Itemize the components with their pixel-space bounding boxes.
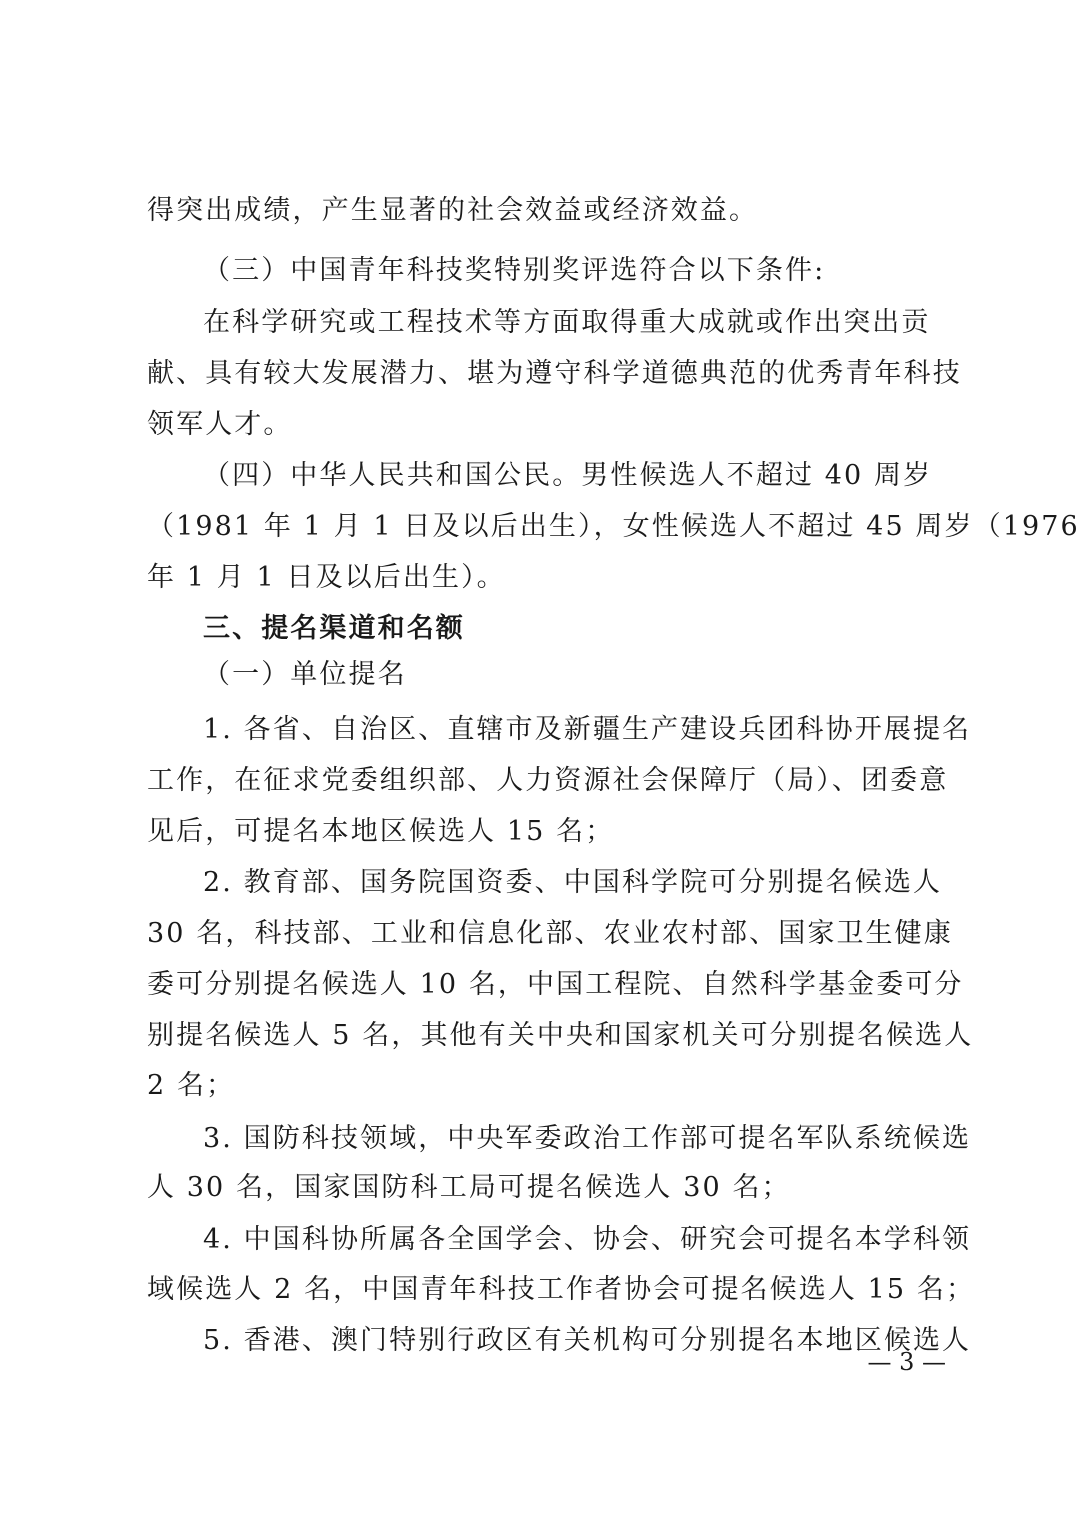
list-item-3: 3. 国防科技领域，中央军委政治工作部可提名军队系统候选 bbox=[203, 1123, 972, 1154]
section-heading: 三、提名渠道和名额 bbox=[203, 613, 465, 644]
page-number: — 3 — bbox=[867, 1348, 946, 1376]
list-item-2: 2. 教育部、国务院国资委、中国科学院可分别提名候选人 bbox=[203, 867, 943, 898]
subsection-3-title: （三）中国青年科技奖特别奖评选符合以下条件: bbox=[203, 255, 826, 286]
list-item-5: 5. 香港、澳门特别行政区有关机构可分别提名本地区候选人 bbox=[203, 1325, 972, 1356]
list-item-4: 4. 中国科协所属各全国学会、协会、研究会可提名本学科领 bbox=[203, 1224, 972, 1255]
text-line: 工作，在征求党委组织部、人力资源社会保障厅（局）、团委意 bbox=[147, 765, 949, 796]
text-line: 得突出成绩，产生显著的社会效益或经济效益。 bbox=[147, 195, 759, 226]
text-line: 域候选人 2 名，中国青年科技工作者协会可提名候选人 15 名； bbox=[147, 1274, 976, 1305]
text-line: 献、具有较大发展潜力、堪为遵守科学道德典范的优秀青年科技 bbox=[147, 358, 962, 389]
list-item-1: 1. 各省、自治区、直辖市及新疆生产建设兵团科协开展提名 bbox=[203, 714, 972, 745]
text-line: 别提名候选人 5 名，其他有关中央和国家机关可分别提名候选人 bbox=[147, 1020, 974, 1051]
text-line: 见后，可提名本地区候选人 15 名； bbox=[147, 816, 615, 847]
subsection-heading: （一）单位提名 bbox=[203, 659, 407, 690]
subsection-4-title: （四）中华人民共和国公民。男性候选人不超过 40 周岁 bbox=[203, 460, 933, 491]
text-line: （1981 年 1 月 1 日及以后出生），女性候选人不超过 45 周岁（1976 bbox=[147, 511, 1080, 542]
text-line: 年 1 月 1 日及以后出生）。 bbox=[147, 562, 506, 593]
text-line: 在科学研究或工程技术等方面取得重大成就或作出突出贡 bbox=[203, 307, 931, 338]
text-line: 30 名，科技部、工业和信息化部、农业农村部、国家卫生健康 bbox=[147, 918, 953, 949]
text-line: 委可分别提名候选人 10 名，中国工程院、自然科学基金委可分 bbox=[147, 969, 964, 1000]
text-line: 人 30 名，国家国防科工局可提名候选人 30 名； bbox=[147, 1172, 791, 1203]
text-line: 2 名； bbox=[147, 1070, 236, 1101]
text-line: 领军人才。 bbox=[147, 409, 293, 440]
